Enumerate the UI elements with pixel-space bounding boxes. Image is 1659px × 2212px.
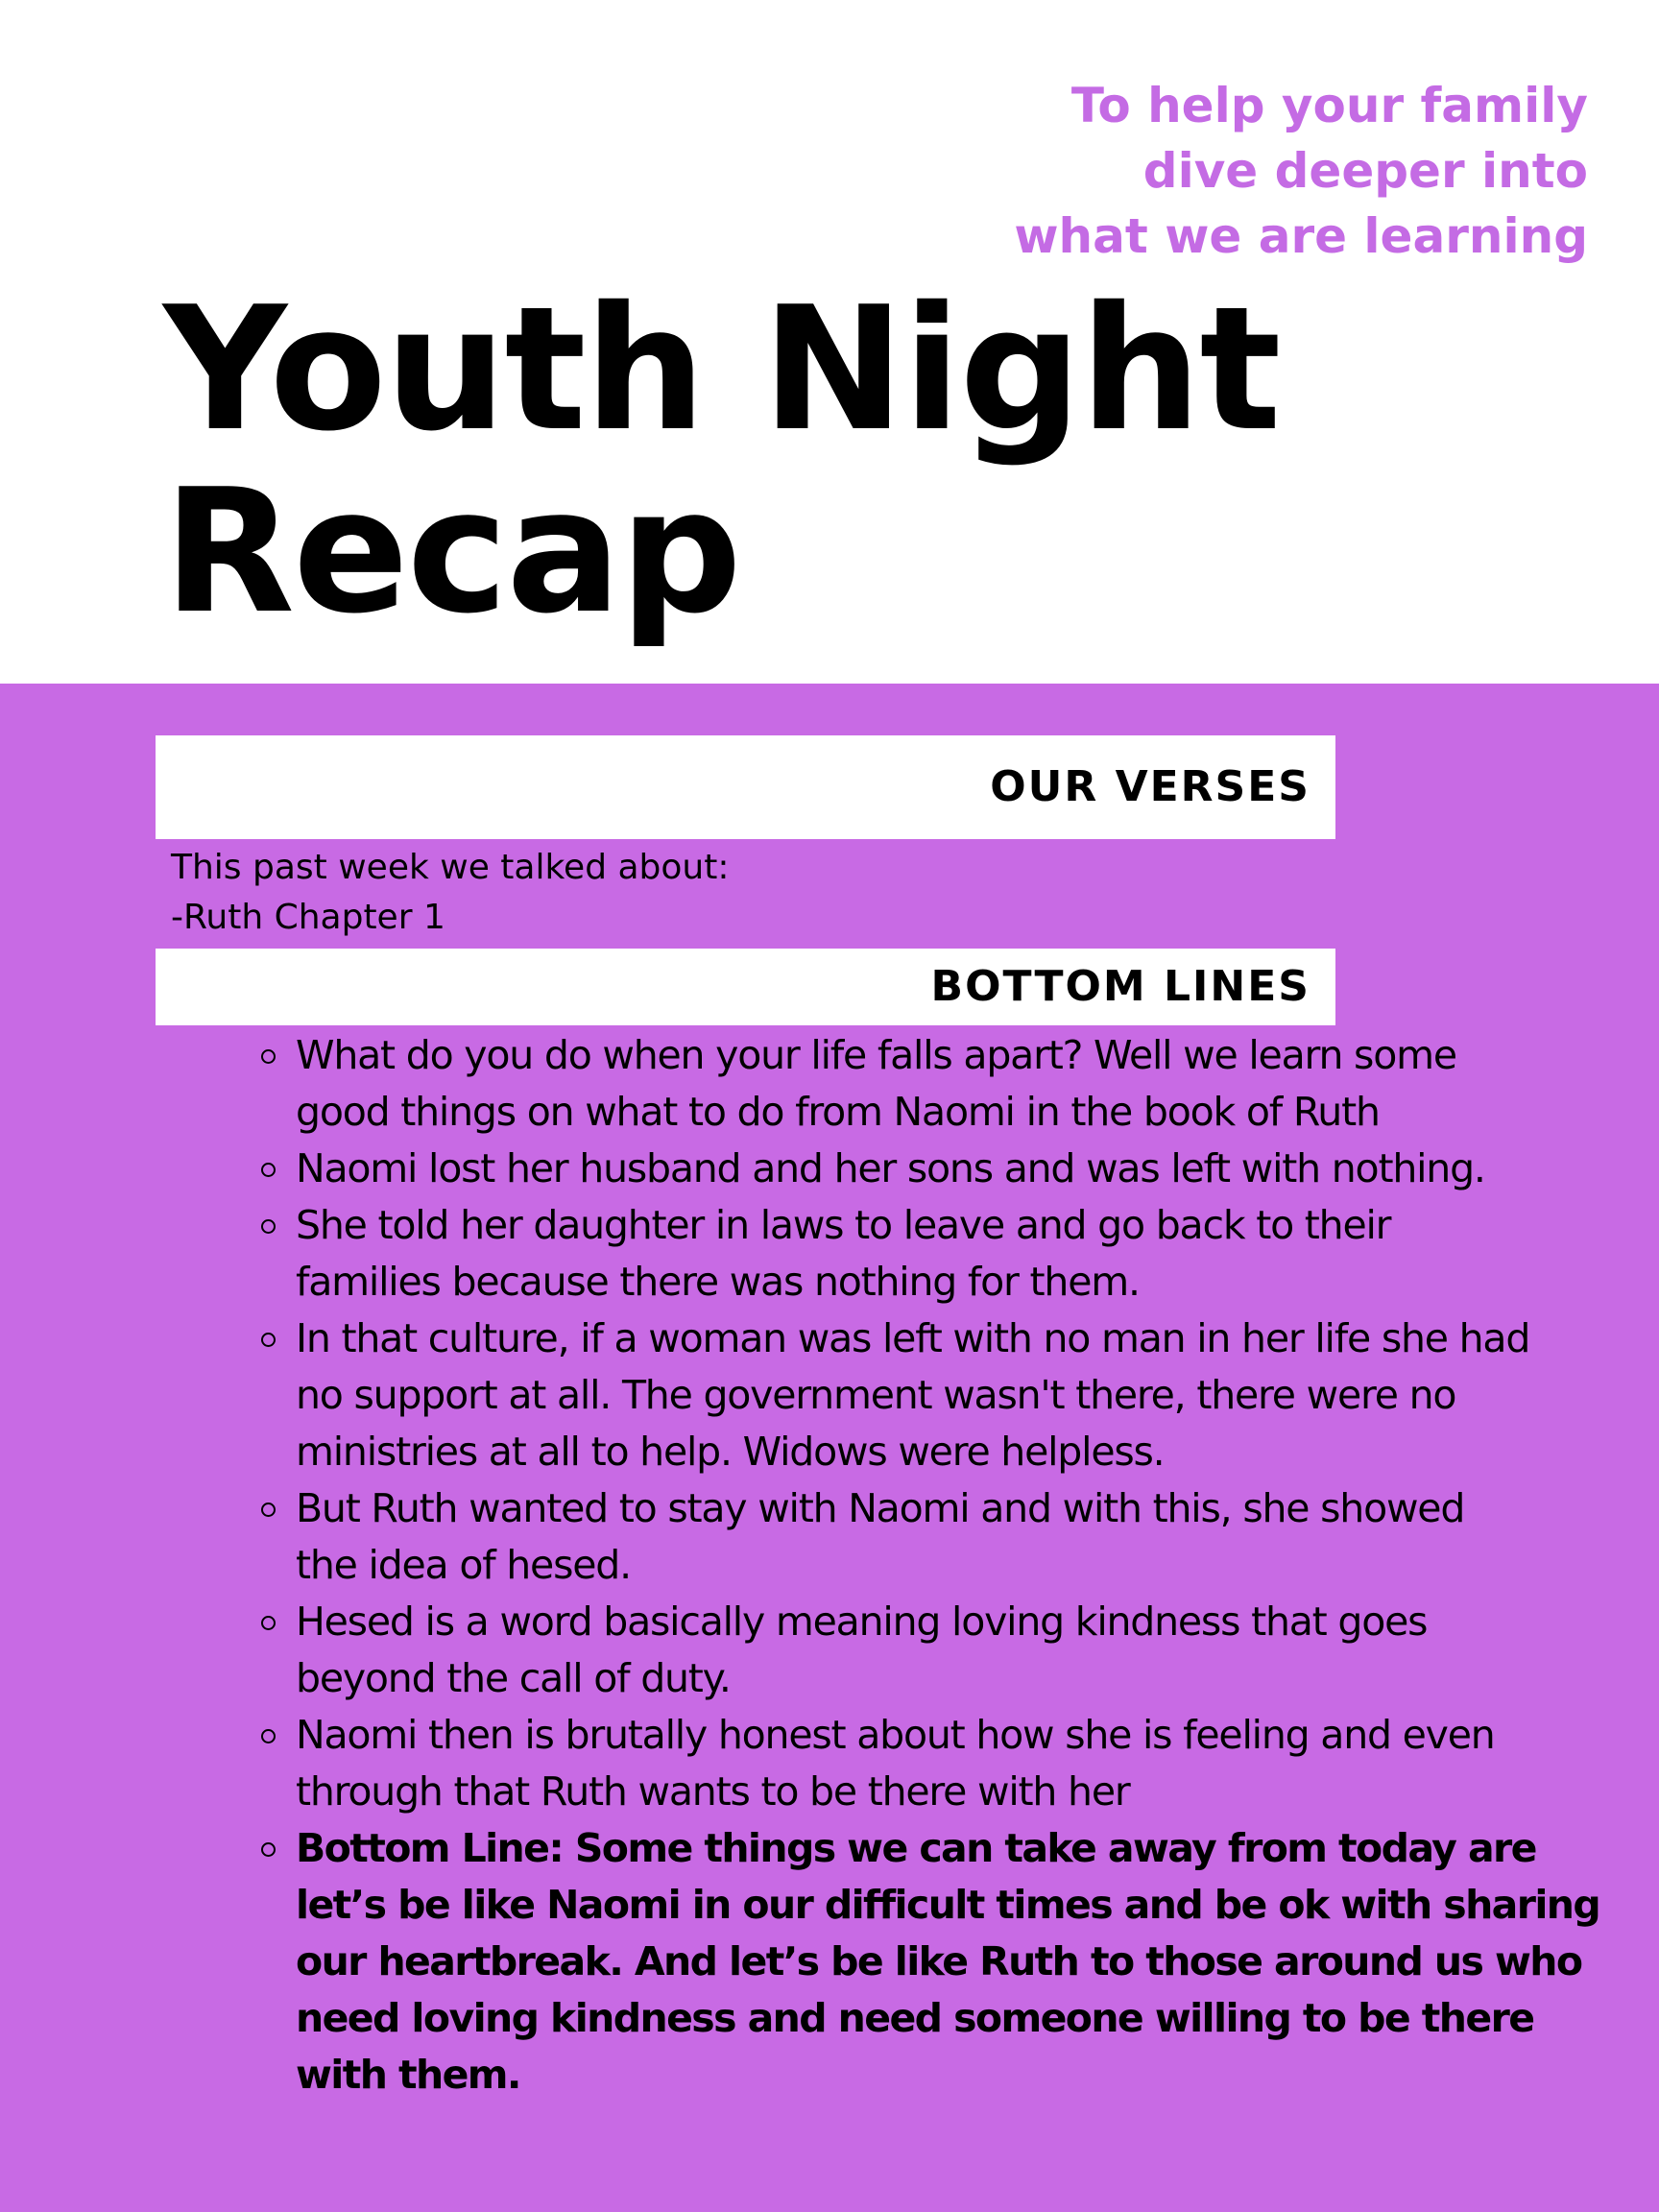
tagline-line-1: To help your family: [1070, 78, 1588, 133]
bottom-line-text: our heartbreak. And let’s be like Ruth to those around us who: [296, 1938, 1582, 1984]
bottom-line-text: Hesed is a word basically meaning loving kindness that goes: [296, 1599, 1428, 1645]
bottom-lines-heading: BOTTOM LINES: [156, 949, 1335, 1025]
verses-intro: This past week we talked about:: [171, 848, 730, 887]
bottom-line-item: [261, 1707, 1605, 1820]
bottom-line-item: [261, 1310, 1605, 1480]
bottom-line-item: [261, 1594, 1605, 1707]
bottom-line-text: through that Ruth wants to be there with her: [296, 1768, 1130, 1815]
bottom-line-text: beyond the call of duty.: [296, 1655, 731, 1701]
bottom-line-item: [261, 1027, 1605, 1141]
page-title-line-1: Youth Night: [163, 270, 1280, 469]
bottom-line-text: She told her daughter in laws to leave and go back to their: [296, 1202, 1391, 1248]
bottom-line-item: [261, 1197, 1605, 1310]
bottom-line-text: let’s be like Naomi in our difficult times and be ok with sharing: [296, 1882, 1600, 1928]
bullet-circle-icon: [261, 1842, 276, 1857]
tagline-line-2: dive deeper into: [1142, 143, 1588, 199]
bottom-line-item: [261, 1820, 1605, 2104]
bottom-line-text: In that culture, if a woman was left with no man in her life she had: [296, 1315, 1530, 1361]
bottom-line-item: [261, 1141, 1605, 1197]
bottom-line-text: families because there was nothing for them.: [296, 1259, 1140, 1305]
tagline-line-3: what we are learning: [1014, 208, 1588, 264]
bottom-line-text: good things on what to do from Naomi in the book of Ruth: [296, 1089, 1380, 1135]
page-title: [163, 270, 1280, 651]
bullet-circle-icon: [261, 1503, 276, 1517]
bullet-circle-icon: [261, 1163, 276, 1177]
bottom-line-text: What do you do when your life falls apart? Well we learn some: [296, 1032, 1456, 1078]
bottom-line-text: need loving kindness and need someone willing to be there: [296, 1995, 1534, 2041]
bullet-circle-icon: [261, 1219, 276, 1234]
bottom-line-text: Bottom Line: Some things we can take away from today are: [296, 1825, 1536, 1871]
tagline: [993, 73, 1588, 269]
bottom-line-text: Naomi then is brutally honest about how she is feeling and even: [296, 1712, 1495, 1758]
bottom-line-text: no support at all. The government wasn't there, there were no: [296, 1372, 1456, 1418]
bottom-line-text: Naomi lost her husband and her sons and was left with nothing.: [296, 1145, 1485, 1191]
bottom-line-text: the idea of hesed.: [296, 1542, 631, 1588]
bottom-line-text: ministries at all to help. Widows were helpless.: [296, 1429, 1165, 1475]
bullet-circle-icon: [261, 1049, 276, 1064]
verses-text: [171, 843, 729, 943]
bullet-circle-icon: [261, 1616, 276, 1630]
bottom-line-item: [261, 1480, 1605, 1594]
bottom-line-text: But Ruth wanted to stay with Naomi and with this, she showed: [296, 1485, 1465, 1531]
verses-passage: -Ruth Chapter 1: [171, 898, 445, 937]
bullet-circle-icon: [261, 1729, 276, 1743]
page-title-line-2: Recap: [163, 452, 740, 651]
bullet-circle-icon: [261, 1333, 276, 1347]
bottom-line-text: with them.: [296, 2052, 520, 2098]
our-verses-heading: OUR VERSES: [156, 735, 1335, 839]
bottom-lines-list: [261, 1027, 1605, 2104]
